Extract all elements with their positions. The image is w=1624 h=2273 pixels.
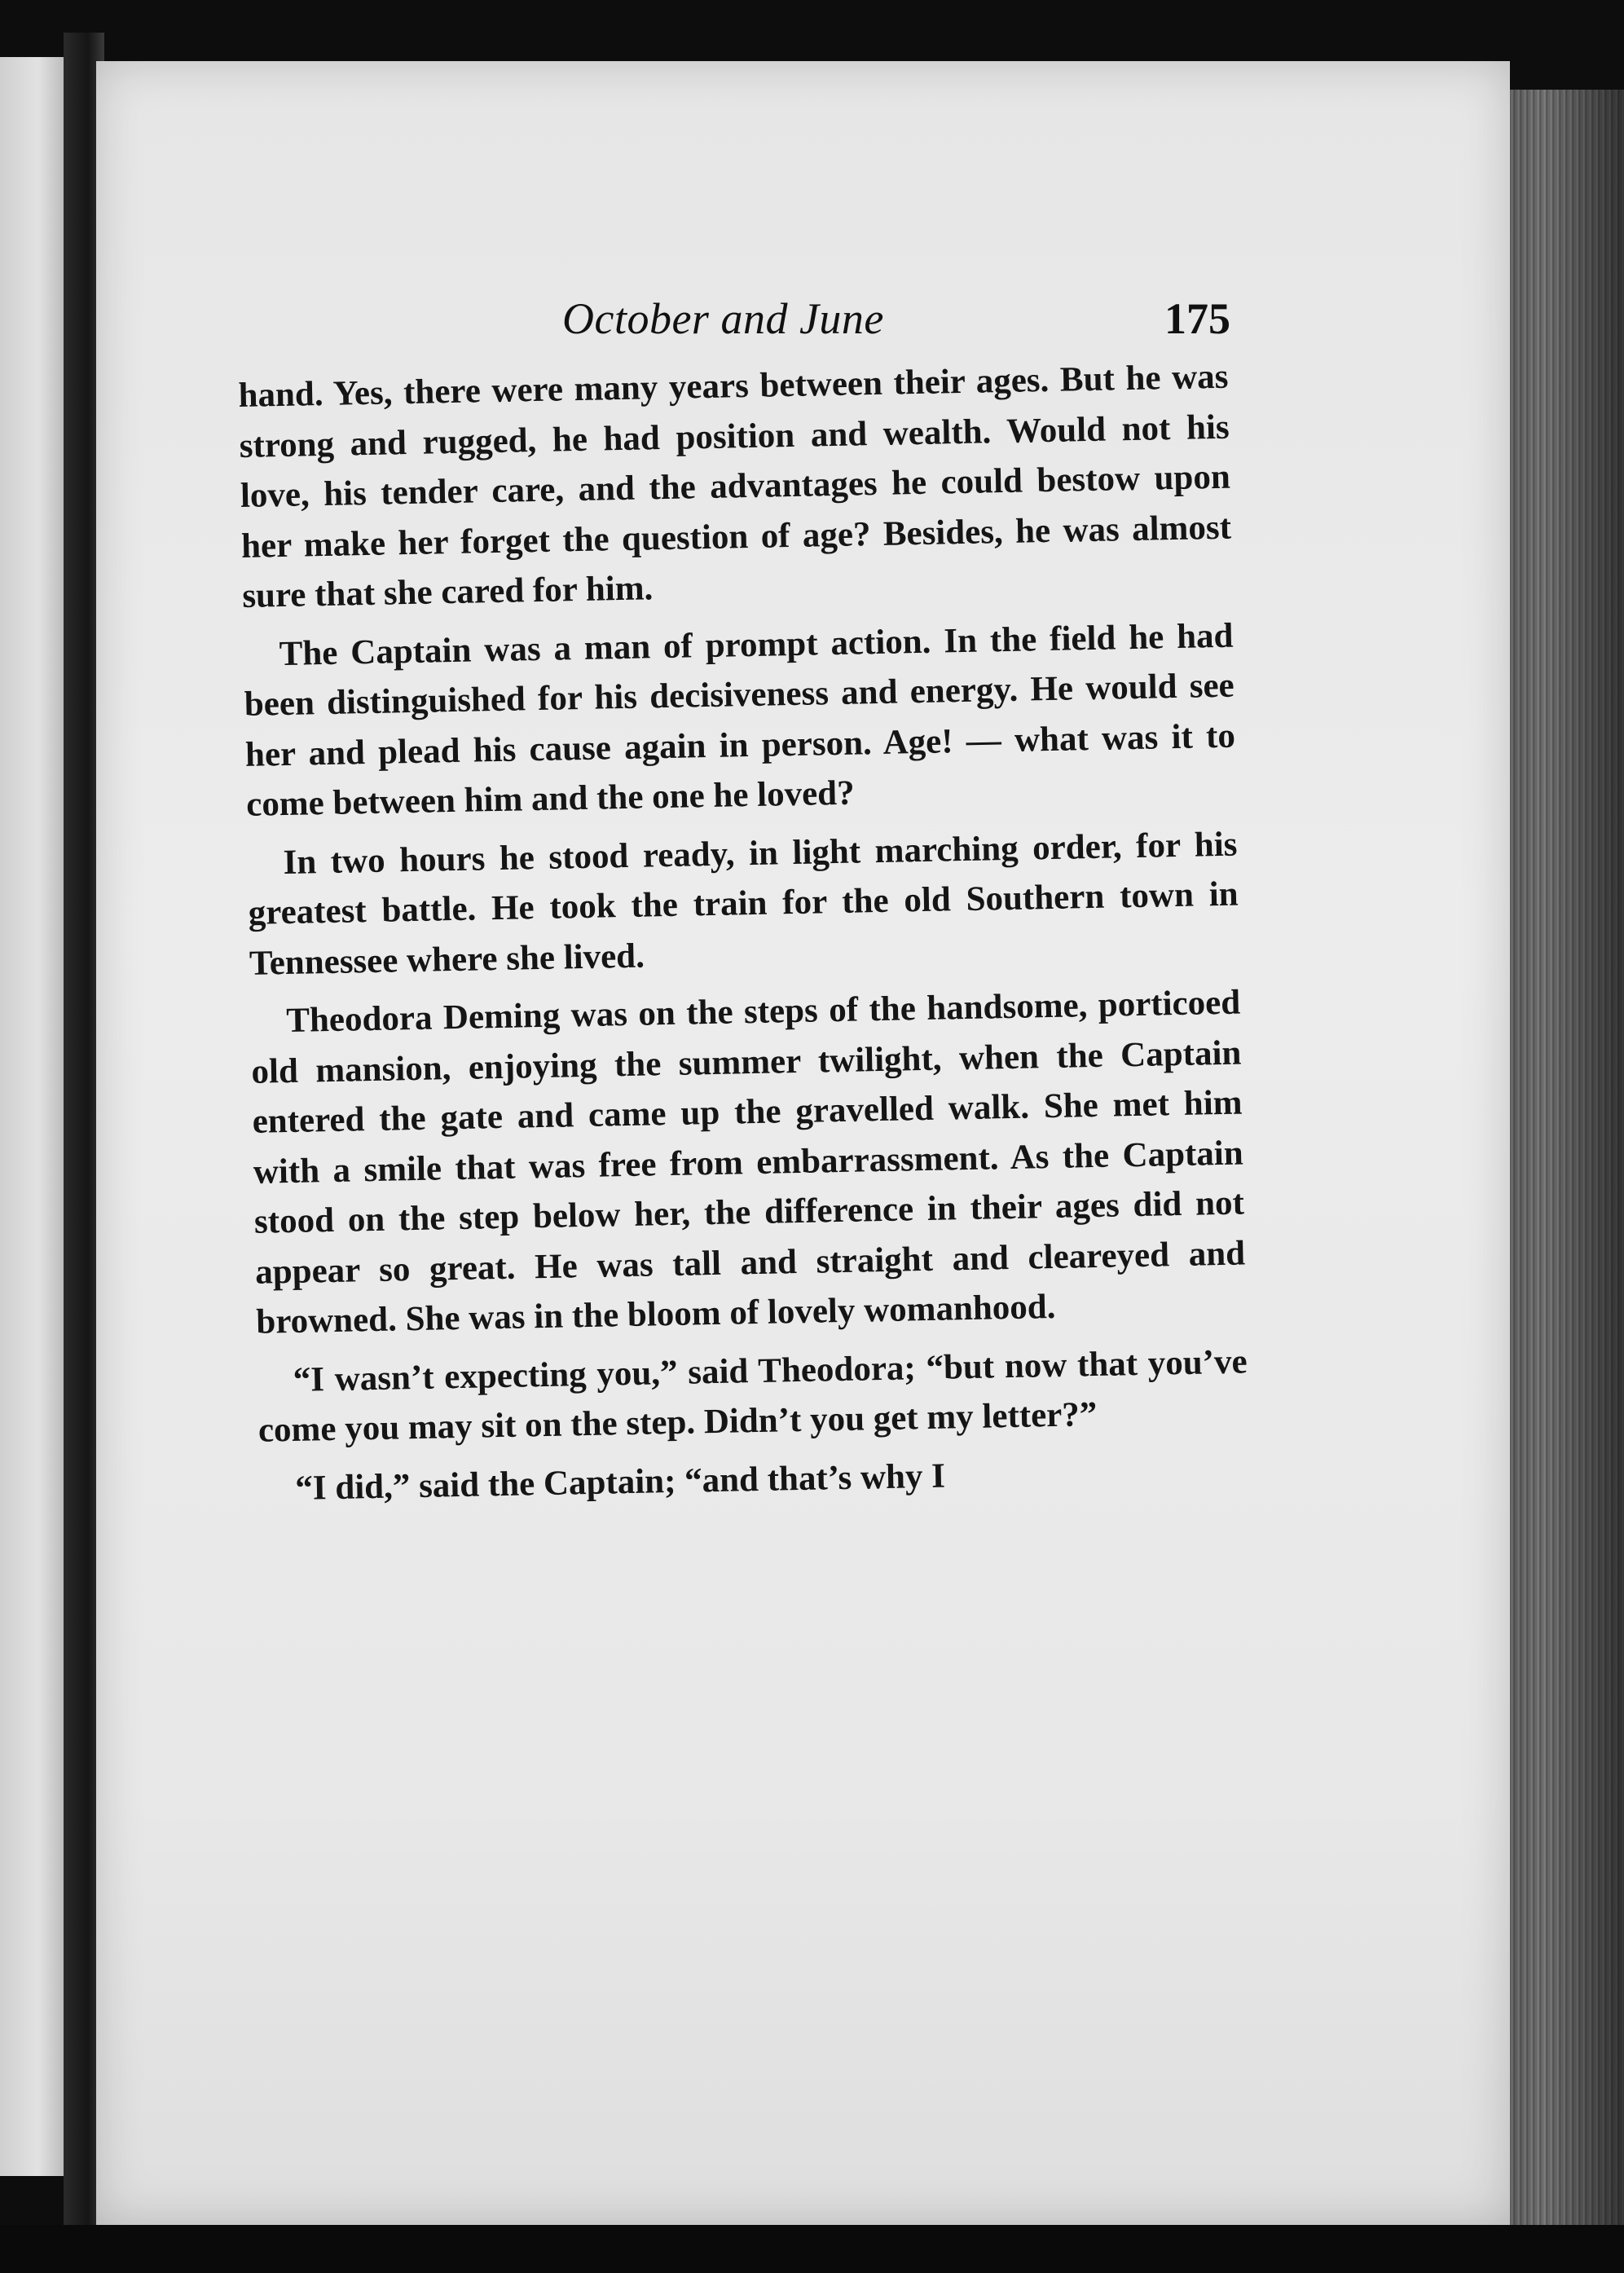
page-number: 175 bbox=[1164, 294, 1230, 343]
paragraph: The Captain was a man of prompt action. In the field he had been distinguished for his decisiveness and energy. He would see her and plead his cause again in person. Age! — what was it to come between him and the one he loved? bbox=[244, 616, 1236, 824]
paragraph: “I wasn’t expecting you,” said Theodora; “but now that you’ve come you may sit on the step. Didn’t you get my letter?” bbox=[257, 1341, 1248, 1450]
paragraph: “I did,” said the Captain; “and that’s why I bbox=[294, 1456, 946, 1508]
paragraph: Theodora Deming was on the steps of the handsome, porticoed old mansion, enjoying the summer twilight, when the Captain entered the gate and came up the gravelled walk. She met him with a smile that was free from embarrassment. As the Captain stood on the step below her, the difference in their ages did not appear so great. He was tall and straight and cleareyed and browned. She was in the bloom of lovely womanhood. bbox=[251, 983, 1246, 1341]
paragraph: hand. Yes, there were many years between their ages. But he was strong and rugged, he had position and wealth. Would not his love, his tender care, and the advantages he could bestow upon her make her forget the question of age? Besides, he was almost sure that she cared for him. bbox=[238, 357, 1232, 615]
fore-edge-shadow bbox=[1510, 90, 1624, 2273]
paragraph: In two hours he stood ready, in light marching order, for his greatest battle. He took the train for the old Southern town in Tennessee where she lived. bbox=[248, 825, 1239, 983]
scan-bottom-border bbox=[0, 2225, 1624, 2273]
adjacent-page-edge bbox=[0, 57, 64, 2176]
running-title: October and June bbox=[562, 294, 884, 343]
body-text bbox=[238, 352, 1250, 1522]
